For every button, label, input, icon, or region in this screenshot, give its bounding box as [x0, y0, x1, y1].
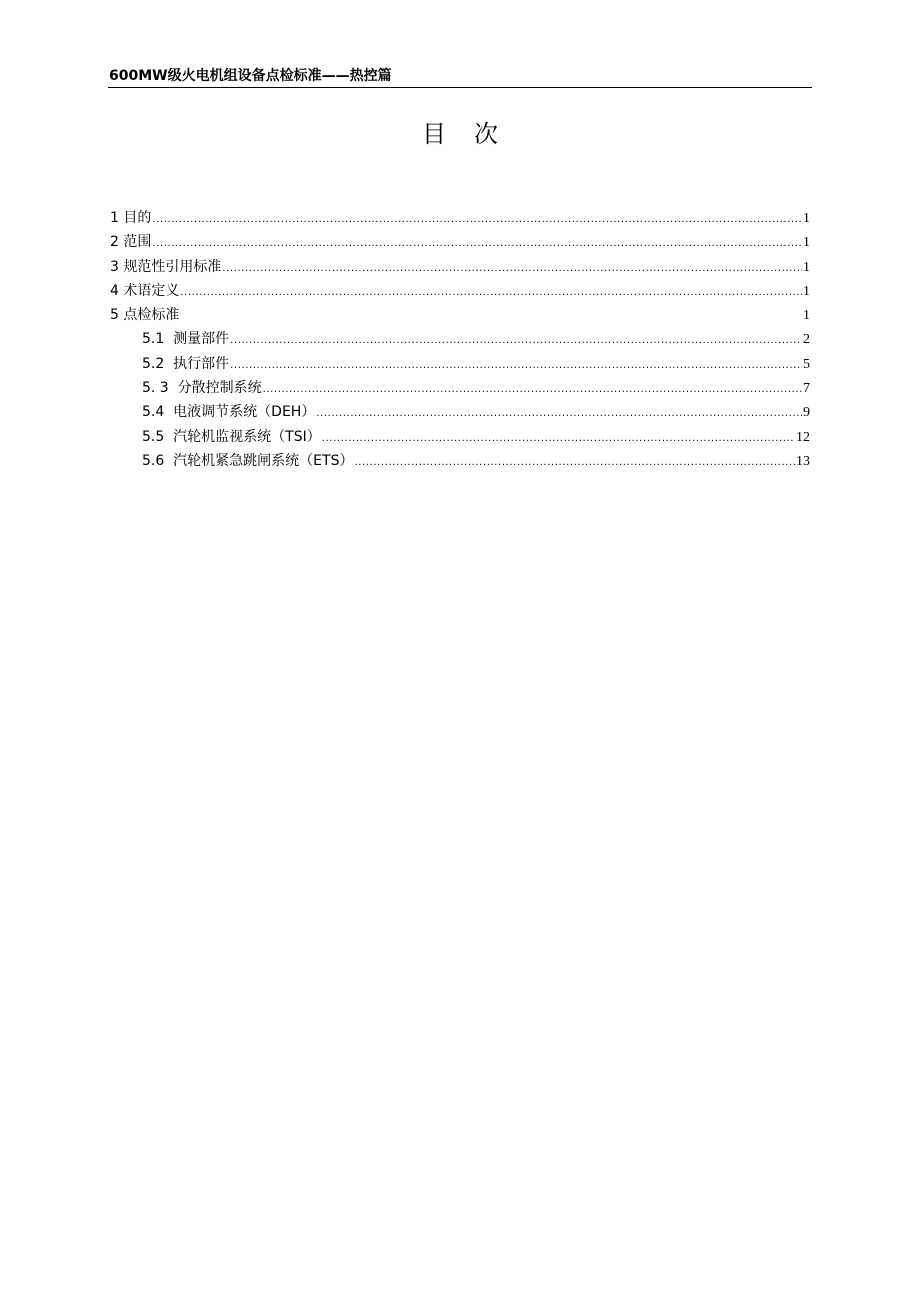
toc-entry-number: 5.5 — [142, 428, 174, 445]
toc-dot-leader — [263, 380, 802, 400]
toc-dot-leader — [222, 259, 802, 279]
toc-entry-number: 5.1 — [142, 331, 174, 348]
toc-entry[interactable] — [110, 208, 810, 232]
toc-dot-leader — [230, 331, 802, 351]
toc-entry-page: 1 — [803, 235, 810, 251]
toc-entry-number: 5.4 — [142, 404, 174, 421]
toc-entry-label: 汽轮机紧急跳闸系统（ETS） — [173, 452, 354, 469]
toc-entry-number: 5. 3 — [142, 380, 178, 397]
toc-entry-number: 4 — [110, 282, 124, 299]
toc-entry-label: 分散控制系统 — [177, 380, 262, 397]
toc-entry-label: 点检标准 — [123, 307, 180, 324]
toc-dot-leader — [152, 234, 802, 254]
toc-entry-number: 2 — [110, 234, 124, 251]
toc-entry[interactable] — [110, 257, 810, 281]
toc-entry-page: 1 — [803, 283, 810, 299]
toc-entry-page: 1 — [803, 308, 810, 324]
toc-dot-leader — [152, 210, 802, 230]
table-of-contents — [110, 208, 810, 475]
page-header-text: 600MW级火电机组设备点检标准——热控篇 — [109, 68, 392, 84]
toc-entry-label: 汽轮机监视系统（TSI） — [173, 428, 321, 445]
toc-subentry[interactable] — [110, 378, 810, 402]
toc-entry-label: 范围 — [123, 234, 152, 251]
toc-subentry[interactable] — [110, 451, 810, 475]
toc-entry-number: 1 — [110, 210, 124, 226]
toc-entry-label: 电液调节系统（DEH） — [173, 404, 316, 421]
page-title: 目次 — [422, 120, 526, 148]
toc-entry-label: 规范性引用标准 — [123, 258, 222, 275]
toc-dot-leader — [354, 453, 795, 473]
toc-entry-page: 13 — [796, 453, 810, 469]
toc-entry-page: 1 — [803, 211, 810, 226]
toc-dot-leader — [180, 283, 802, 303]
toc-entry-number: 5.2 — [142, 355, 174, 372]
toc-entry-label: 术语定义 — [123, 282, 180, 299]
toc-dot-leader — [322, 429, 795, 449]
toc-entry-page: 9 — [803, 405, 810, 421]
toc-entry[interactable] — [110, 232, 810, 256]
toc-entry[interactable] — [110, 305, 810, 329]
toc-dot-leader — [230, 356, 802, 376]
toc-subentry[interactable] — [110, 329, 810, 353]
toc-entry-page: 12 — [796, 429, 810, 445]
toc-subentry[interactable] — [110, 427, 810, 451]
toc-entry-page: 2 — [803, 332, 810, 348]
toc-entry-label: 执行部件 — [173, 355, 230, 372]
toc-dot-leader — [316, 404, 802, 424]
toc-subentry[interactable] — [110, 402, 810, 426]
toc-entry-number: 3 — [110, 258, 124, 275]
toc-entry-label: 测量部件 — [173, 331, 230, 348]
page-header — [108, 66, 812, 88]
toc-entry-page: 1 — [803, 259, 810, 275]
toc-subentry[interactable] — [110, 354, 810, 378]
toc-entry-number: 5 — [110, 307, 124, 324]
toc-entry-page: 5 — [803, 356, 810, 372]
toc-entry[interactable] — [110, 281, 810, 305]
toc-entry-number: 5.6 — [142, 452, 174, 469]
toc-entry-label: 目的 — [123, 210, 152, 226]
toc-entry-page: 7 — [803, 381, 810, 397]
